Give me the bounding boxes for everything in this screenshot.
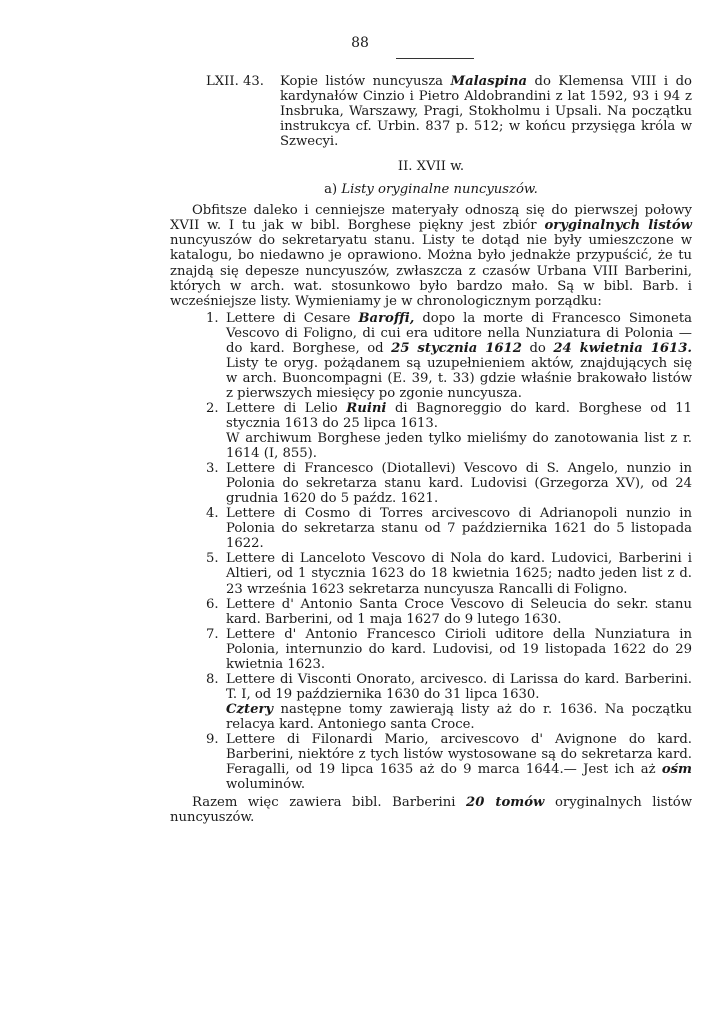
intro-part-1: Obfitsze daleko i cenniejsze materyały odnoszą się do pierwszej połowy XVII w. I tu jak w bibl. Borghese piękny jest zbiór: [170, 203, 692, 234]
entry-lxii-text-after: do Klemensa VIII i do kardynałów Cinzio i Pietro Aldobrandini z lat 1592, 93 i 94 z Insbruka, Warszawy, Pragi, Stokholmu i Upsali. Na początku instrukcya cf. Urbin. 837 p. 512; w końcu przysięga króla w Szwecyi.: [280, 74, 692, 150]
list-item-number: 4.: [206, 506, 219, 522]
page-content: [170, 74, 692, 825]
page-number: 88: [351, 35, 369, 51]
list-item-text: di Bagnoreggio do kard. Borghese od 11 stycznia 1613 do 25 lipca 1613.: [226, 400, 692, 431]
list-item-text: Lettere di Francesco (Diotallevi) Vescovo di S. Angelo, nunzio in Polonia do sekretarza stanu kard. Ludovisi (Grzegorza XV), od 24 grudnia 1620 do 5 paźdz. 1621.: [226, 461, 692, 507]
subsection-title: Listy oryginalne nuncyuszów.: [341, 182, 538, 198]
list-item-text: Lettere di Lanceloto Vescovo di Nola do kard. Ludovici, Barberini i Altieri, od 1 stycznia 1623 do 18 kwietnia 1625; nadto jeden list z d. 23 września 1623 sekretarza nuncyusza Rancalli di Foligno.: [226, 551, 692, 597]
list-item-number: 8.: [206, 671, 219, 687]
list-item-note-text: W archiwum Borghese jeden tylko mieliśmy do zanotowania list z r. 1614 (I, 855).: [226, 431, 692, 462]
list-item: [170, 597, 692, 627]
list-item-emphasis: Baroffi,: [358, 310, 415, 326]
closing-part-2: oryginalnych listów nuncyuszów.: [170, 795, 692, 826]
closing-part-1: Razem więc zawiera bibl. Barberini: [192, 795, 467, 811]
list-item: [170, 627, 692, 672]
entry-lxii: [170, 74, 692, 149]
list-item-text: Lettere di Filonardi Mario, arcivescovo d' Avignone do kard. Barberini, niektóre z tych listów wystosowane są do sekretarza kard. Feragalli, od 19 lipca 1635 aż do 9 marca 1644.— Jest ich aż: [226, 731, 692, 778]
list-item-number: 9.: [206, 731, 219, 747]
list-item: [170, 732, 692, 792]
list-item-number: 1.: [206, 310, 219, 326]
closing-paragraph: [170, 795, 692, 825]
list-item-number: 6.: [206, 596, 219, 612]
list-item-text: Listy te oryg. pożądanem są uzupełnieniem aktów, znajdujących się w arch. Buoncompagni (E. 39, t. 33) gdzie właśnie brakowało listów z pierwszych miesięcy po zgonie nuncyusza.: [226, 355, 692, 401]
section-heading: II. XVII w.: [397, 159, 465, 175]
subsection-prefix: a): [324, 182, 342, 198]
letters-list: [170, 311, 692, 793]
list-item-text: Lettere d' Antonio Francesco Cirioli uditore della Nunziatura in Polonia, internunzio do kard. Ludovisi, od 19 listopada 1622 do 29 kwietnia 1623.: [226, 626, 692, 672]
list-item-text: Lettere d' Antonio Santa Croce Vescovo di Seleucia do sekr. stanu kard. Barberini, od 1 maja 1627 do 9 lutego 1630.: [226, 596, 692, 627]
list-item-emphasis: 25 stycznia 1612: [391, 340, 522, 356]
entry-lxii-number: LXII. 43.: [206, 74, 264, 89]
closing-emphasis: 20 tomów: [466, 795, 545, 811]
list-item: [170, 311, 692, 401]
list-item-text: dopo la morte di Francesco Simoneta Vescovo di Foligno, di cui era uditore nella Nunziatura di Polonia — do kard. Borghese, od: [226, 310, 692, 356]
list-item: [170, 672, 692, 732]
list-item-note: [226, 702, 692, 732]
list-item-number: 7.: [206, 626, 219, 642]
list-item-text: Lettere di Cosmo di Torres arcivescovo di Adrianopoli nunzio in Polonia do sekretarza stanu od 7 października 1621 do 5 listopada 1622.: [226, 506, 692, 552]
subsection-heading: [170, 182, 692, 197]
list-item: [170, 506, 692, 551]
list-item: [170, 401, 692, 461]
list-item-number: 3.: [206, 461, 219, 477]
entry-lxii-text-before: Kopie listów nuncyusza: [280, 74, 451, 89]
intro-paragraph: [170, 203, 692, 308]
list-item-text: woluminów.: [226, 777, 306, 793]
list-item-emphasis: ośm: [661, 762, 692, 778]
page-number-rule: [396, 58, 474, 59]
list-item: [170, 551, 692, 596]
list-item-number: 5.: [206, 551, 219, 567]
list-item-text: do: [521, 340, 554, 356]
list-item-emphasis: Ruini: [346, 400, 387, 416]
intro-emphasis: oryginalnych listów: [544, 218, 692, 234]
list-item-text: Lettere di Visconti Onorato, arcivesco. di Larissa do kard. Barberini. T. I, od 19 października 1630 do 31 lipca 1630.: [226, 671, 692, 702]
intro-part-2: nuncyuszów do sekretaryatu stanu. Listy te dotąd nie były umieszczone w katalogu, bo niedawno je oprawiono. Można było jednakże przypuścić, że tu znajdą się depesze nuncyuszów, zwłaszcza z czasów Urbana VIII Barberini, których w arch. wat. stosunkowo było bardzo mało. Są w bibl. Barb. i wcześniejsze listy. Wymieniamy je w chronologicznym porządku:: [170, 233, 692, 309]
entry-lxii-name: Malaspina: [450, 74, 528, 89]
list-item-emphasis: 24 kwietnia 1613.: [553, 340, 692, 356]
list-item-number: 2.: [206, 400, 219, 416]
list-item-note-emphasis: Cztery: [226, 701, 274, 717]
list-item: [170, 461, 692, 506]
list-item-note: [226, 431, 692, 461]
list-item-note-text: następne tomy zawierają listy aż do r. 1636. Na początku relacya kard. Antoniego santa Croce.: [226, 701, 692, 732]
list-item-text: Lettere di Cesare: [226, 310, 359, 326]
list-item-text: Lettere di Lelio: [226, 400, 347, 416]
